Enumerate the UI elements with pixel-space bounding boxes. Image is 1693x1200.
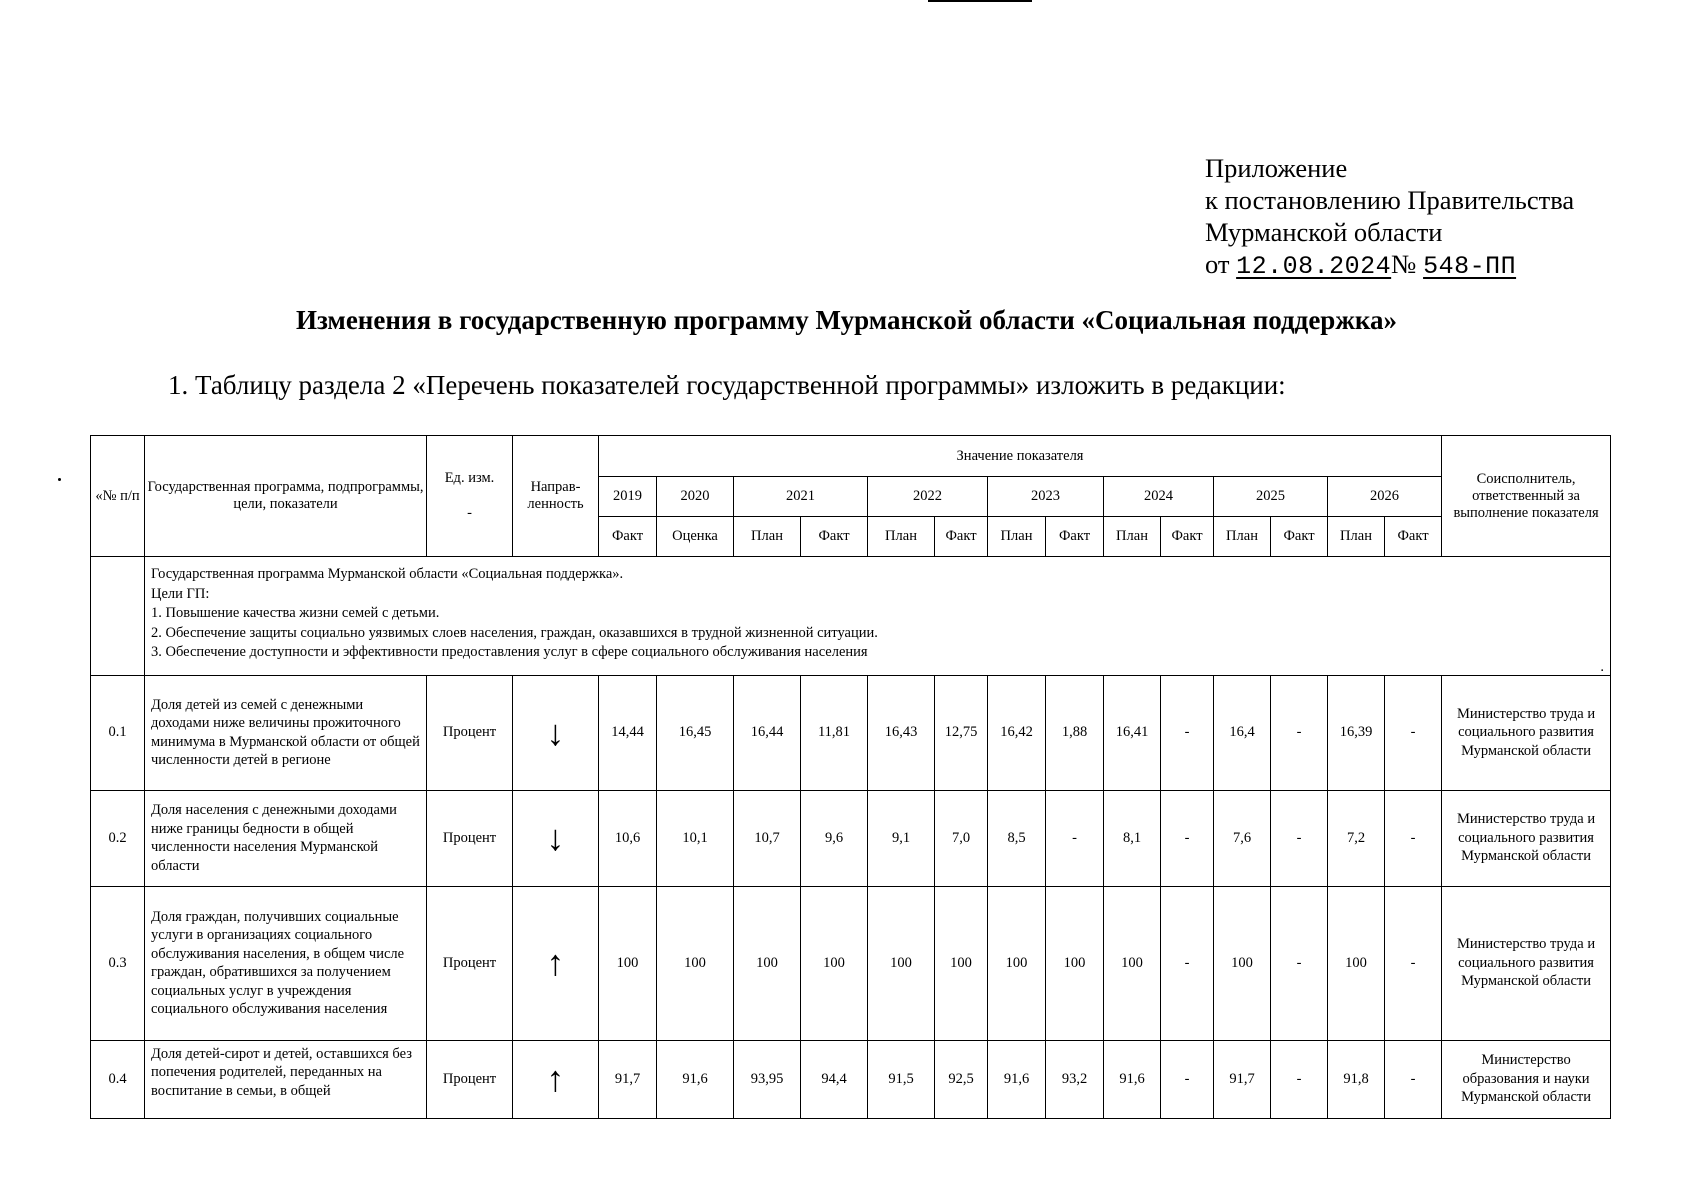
row-value: 10,6	[599, 790, 657, 886]
appendix-line-1: Приложение	[1205, 153, 1348, 183]
row-value: 7,2	[1328, 790, 1385, 886]
scan-dot	[58, 478, 61, 481]
row-value: 100	[1214, 886, 1271, 1040]
row-value: -	[1271, 675, 1328, 790]
row-value: 100	[1328, 886, 1385, 1040]
row-value: 91,7	[1214, 1040, 1271, 1118]
program-goals-cell	[145, 557, 1611, 676]
program-line: 3. Обеспечение доступности и эффективности предоставления услуг в сфере социального обслуживания населения	[151, 644, 868, 660]
row-value: 100	[657, 886, 734, 1040]
row-value: 16,43	[868, 675, 935, 790]
row-value: 100	[868, 886, 935, 1040]
row-unit: Процент	[427, 790, 513, 886]
program-line: Цели ГП:	[151, 585, 210, 602]
row-value: 16,39	[1328, 675, 1385, 790]
date-prefix: от	[1205, 249, 1230, 279]
header-unit-label: Ед. изм.	[444, 470, 495, 486]
appendix-line-3: Мурманской области	[1205, 217, 1443, 247]
row-name: Доля населения с денежными доходами ниже границы бедности в общей численности населения Мурманской области	[145, 790, 427, 886]
row-value: 9,6	[801, 790, 868, 886]
row-executor: Министерство образования и науки Мурманской области	[1442, 1040, 1611, 1118]
row-executor: Министерство труда и социального развития Мурманской области	[1442, 790, 1611, 886]
row-value: 100	[599, 886, 657, 1040]
row-value: -	[1385, 675, 1442, 790]
section-instruction: 1. Таблицу раздела 2 «Перечень показателей государственной программы» изложить в редакции:	[168, 370, 1286, 400]
row-value: 14,44	[599, 675, 657, 790]
row-value: 8,1	[1104, 790, 1161, 886]
top-edge-mark	[928, 0, 1032, 2]
header-year: 2025	[1214, 477, 1328, 517]
row-executor: Министерство труда и социального развития Мурманской области	[1442, 886, 1611, 1040]
row-name: Доля детей из семей с денежными доходами ниже величины прожиточного минимума в Мурманской области от общей численности детей в регионе	[145, 675, 427, 790]
row-value: 100	[935, 886, 988, 1040]
row-unit: Процент	[427, 886, 513, 1040]
header-subcol: Факт	[1385, 517, 1442, 557]
row-value: -	[1271, 1040, 1328, 1118]
row-value: -	[1046, 790, 1104, 886]
row-value: -	[1161, 886, 1214, 1040]
row-value: 16,42	[988, 675, 1046, 790]
row-value: 16,45	[657, 675, 734, 790]
row-value: -	[1161, 675, 1214, 790]
program-line: Государственная программа Мурманской области «Социальная поддержка».	[151, 566, 624, 582]
header-subcol: Факт	[1161, 517, 1214, 557]
row-value: 16,41	[1104, 675, 1161, 790]
header-year: 2026	[1328, 477, 1442, 517]
appendix-line-2: к постановлению Правительства	[1205, 185, 1575, 215]
appendix-block	[1205, 152, 1574, 283]
direction-down-icon: ↓	[513, 790, 599, 886]
row-value: 16,44	[734, 675, 801, 790]
row-value: 100	[1104, 886, 1161, 1040]
header-year: 2019	[599, 477, 657, 517]
header-subcol: Факт	[599, 517, 657, 557]
row-value: 94,4	[801, 1040, 868, 1118]
indicators-table	[90, 435, 1611, 1119]
row-value: 1,88	[1046, 675, 1104, 790]
row-num: 0.1	[91, 675, 145, 790]
row-value: 93,2	[1046, 1040, 1104, 1118]
header-executor: Соисполнитель, ответственный за выполнение показателя	[1442, 436, 1611, 557]
row-value: -	[1385, 1040, 1442, 1118]
row-value: 9,1	[868, 790, 935, 886]
row-num: 0.2	[91, 790, 145, 886]
header-subcol: Факт	[1271, 517, 1328, 557]
header-unit-mark: -	[467, 505, 472, 521]
header-subcol: План	[1328, 517, 1385, 557]
row-unit: Процент	[427, 675, 513, 790]
row-value: 92,5	[935, 1040, 988, 1118]
header-subcol: План	[1214, 517, 1271, 557]
row-value: 91,5	[868, 1040, 935, 1118]
row-value: 100	[1046, 886, 1104, 1040]
table-row	[91, 790, 1611, 886]
row-value: 93,95	[734, 1040, 801, 1118]
row-value: -	[1271, 886, 1328, 1040]
header-value-group: Значение показателя	[599, 436, 1442, 477]
row-value: -	[1271, 790, 1328, 886]
row-value: -	[1161, 1040, 1214, 1118]
header-year: 2020	[657, 477, 734, 517]
header-unit	[427, 436, 513, 557]
document-title: Изменения в государственную программу Мурманской области «Социальная поддержка»	[295, 305, 1398, 335]
header-subcol: План	[734, 517, 801, 557]
program-line: 2. Обеспечение защиты социально уязвимых слоев населения, граждан, оказавшихся в трудной жизненной ситуации.	[151, 624, 878, 641]
row-value: 16,4	[1214, 675, 1271, 790]
header-subcol: Факт	[935, 517, 988, 557]
row-value: 91,6	[1104, 1040, 1161, 1118]
decree-date: 12.08.2024	[1236, 252, 1392, 281]
program-line: 1. Повышение качества жизни семей с детьми.	[151, 605, 440, 621]
row-name: Доля детей-сирот и детей, оставшихся без попечения родителей, переданных на воспитание в семьи, в общей	[145, 1040, 427, 1118]
row-num: 0.4	[91, 1040, 145, 1118]
row-value: 12,75	[935, 675, 988, 790]
row-value: 7,0	[935, 790, 988, 886]
header-subcol: Факт	[801, 517, 868, 557]
header-num: «№ п/п	[91, 436, 145, 557]
header-subcol: План	[1104, 517, 1161, 557]
header-subcol: Оценка	[657, 517, 734, 557]
row-value: 100	[801, 886, 868, 1040]
direction-down-icon: ↓	[513, 675, 599, 790]
header-subcol: План	[868, 517, 935, 557]
row-executor: Министерство труда и социального развития Мурманской области	[1442, 675, 1611, 790]
header-subcol: План	[988, 517, 1046, 557]
row-name: Доля граждан, получивших социальные услуги в организациях социального обслуживания населения, в общем числе граждан, обратившихся за получением социальных услуг в учреждения социального обслуживания населения	[145, 886, 427, 1040]
table-row	[91, 886, 1611, 1040]
row-value: 100	[988, 886, 1046, 1040]
row-num: 0.3	[91, 886, 145, 1040]
header-direction: Направ- ленность	[513, 436, 599, 557]
row-value: 10,7	[734, 790, 801, 886]
table-row	[91, 675, 1611, 790]
direction-up-icon: ↑	[513, 1040, 599, 1118]
header-year: 2024	[1104, 477, 1214, 517]
row-value: 100	[734, 886, 801, 1040]
row-value: -	[1161, 790, 1214, 886]
number-prefix: №	[1391, 249, 1417, 279]
row-value: 91,7	[599, 1040, 657, 1118]
row-value: 11,81	[801, 675, 868, 790]
header-subcol: Факт	[1046, 517, 1104, 557]
appendix-date-line	[1205, 248, 1574, 283]
header-year: 2022	[868, 477, 988, 517]
decree-number: 548-ПП	[1423, 252, 1517, 281]
header-year: 2021	[734, 477, 868, 517]
row-value: -	[1385, 886, 1442, 1040]
row-value: 91,6	[988, 1040, 1046, 1118]
row-value: 91,6	[657, 1040, 734, 1118]
row-value: 7,6	[1214, 790, 1271, 886]
direction-up-icon: ↑	[513, 886, 599, 1040]
row-unit: Процент	[427, 1040, 513, 1118]
row-value: -	[1385, 790, 1442, 886]
program-end-mark: .	[1600, 658, 1605, 675]
program-num-cell	[91, 557, 145, 676]
row-value: 91,8	[1328, 1040, 1385, 1118]
row-value: 10,1	[657, 790, 734, 886]
table-row	[91, 1040, 1611, 1118]
header-name: Государственная программа, подпрограммы, цели, показатели	[145, 436, 427, 557]
row-value: 8,5	[988, 790, 1046, 886]
header-year: 2023	[988, 477, 1104, 517]
